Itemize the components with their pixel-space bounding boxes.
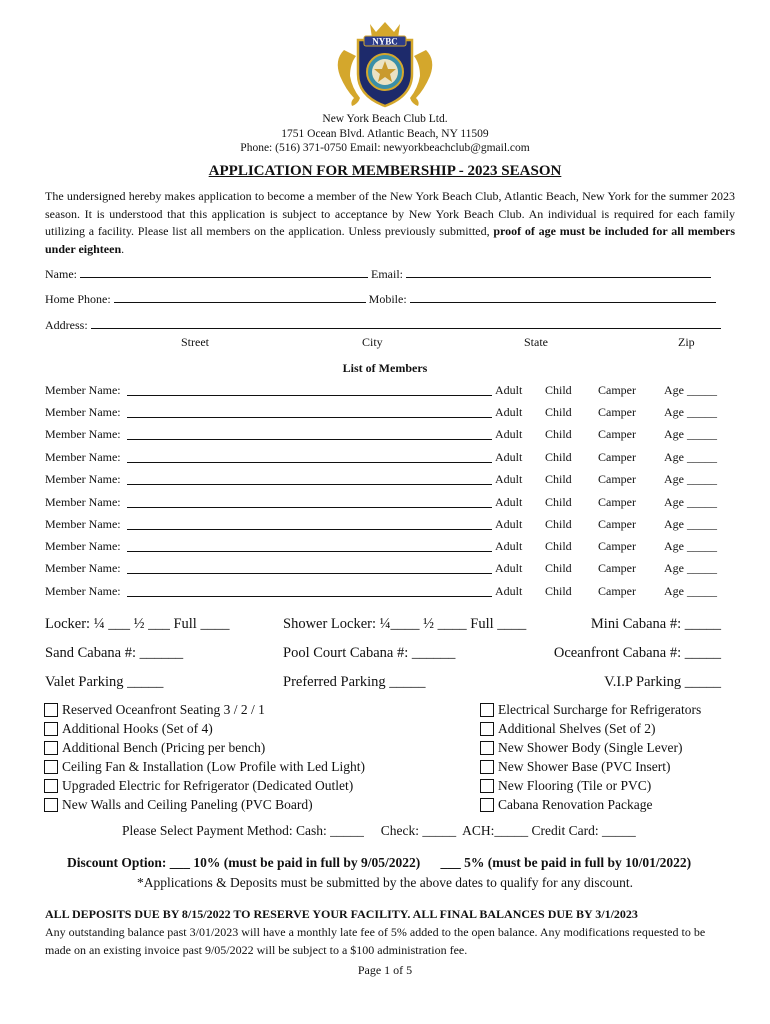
member-row <box>45 517 725 533</box>
age-field[interactable]: Age _____ <box>664 472 717 486</box>
age-field[interactable]: Age _____ <box>664 584 717 598</box>
camper-option[interactable]: Camper <box>598 427 636 441</box>
child-option[interactable]: Child <box>545 561 572 575</box>
address-row <box>45 317 725 333</box>
addon-option[interactable] <box>480 719 740 738</box>
adult-option[interactable]: Adult <box>495 539 523 553</box>
adult-option[interactable]: Adult <box>495 517 523 531</box>
child-option[interactable]: Child <box>545 383 572 397</box>
member-row <box>45 450 725 466</box>
checkbox[interactable] <box>44 779 58 793</box>
child-option[interactable]: Child <box>545 517 572 531</box>
locker-row <box>45 616 725 636</box>
member-row <box>45 405 725 421</box>
address-part-labels <box>0 335 770 351</box>
addon-option[interactable] <box>480 738 740 757</box>
intro-text: The undersigned hereby makes application to become a member of the New York Beach Club, Atlantic Beach, New York for the summer 2023 season. It is understood that this application is subject to acceptance by New York Beach Club. An individual is required for each family utilizing a facility. Please list all members on the application. Unless previously submitted, <box>45 189 735 238</box>
member-name-label: Member Name: <box>45 383 121 397</box>
checkbox[interactable] <box>44 798 58 812</box>
checkbox[interactable] <box>44 703 58 717</box>
member-name-field[interactable] <box>127 395 492 396</box>
member-name-label: Member Name: <box>45 495 121 509</box>
camper-option[interactable]: Camper <box>598 450 636 464</box>
shower-locker-option[interactable]: Shower Locker: ¼____ ½ ____ Full ____ <box>283 616 527 632</box>
member-row <box>45 383 725 399</box>
addon-label: New Shower Body (Single Lever) <box>498 739 683 755</box>
age-field[interactable]: Age _____ <box>664 517 717 531</box>
addons-left-list <box>44 700 464 814</box>
street-label: Street <box>181 335 209 349</box>
email-label: Email: <box>371 267 403 281</box>
addon-option[interactable] <box>44 738 464 757</box>
checkbox[interactable] <box>480 779 494 793</box>
intro-bold-text: proof of age must be included for all members under eighteen <box>45 224 736 256</box>
cabana-row <box>45 645 725 665</box>
discount-note: *Applications & Deposits must be submitted by the above dates to qualify for any discount. <box>136 875 634 890</box>
adult-option[interactable]: Adult <box>495 450 523 464</box>
checkbox[interactable] <box>44 741 58 755</box>
member-name-label: Member Name: <box>45 472 121 486</box>
zip-label: Zip <box>678 335 695 349</box>
child-option[interactable]: Child <box>545 472 572 486</box>
camper-option[interactable]: Camper <box>598 584 636 598</box>
age-field[interactable]: Age _____ <box>664 450 717 464</box>
oceanfront-cabana-field[interactable]: Oceanfront Cabana #: _____ <box>553 645 721 661</box>
camper-option[interactable]: Camper <box>598 561 636 575</box>
member-name-field[interactable] <box>127 573 492 574</box>
addon-option[interactable] <box>44 700 464 719</box>
checkbox[interactable] <box>44 722 58 736</box>
child-option[interactable]: Child <box>545 427 572 441</box>
address-field[interactable] <box>91 317 721 329</box>
member-row <box>45 539 725 555</box>
member-name-field[interactable] <box>127 551 492 552</box>
name-label: Name: <box>45 267 77 281</box>
page-number: Page 1 of 5 <box>357 963 413 977</box>
age-field[interactable]: Age _____ <box>664 427 717 441</box>
addon-label: New Flooring (Tile or PVC) <box>498 777 652 793</box>
sand-cabana-field[interactable]: Sand Cabana #: ______ <box>45 645 184 661</box>
checkbox[interactable] <box>480 760 494 774</box>
club-logo <box>330 20 440 110</box>
adult-option[interactable]: Adult <box>495 472 523 486</box>
members-heading: List of Members <box>342 361 428 375</box>
member-name-field[interactable] <box>127 529 492 530</box>
addon-label: Additional Shelves (Set of 2) <box>498 720 656 736</box>
addon-option[interactable] <box>480 700 740 719</box>
deposit-deadline-heading: ALL DEPOSITS DUE BY 8/15/2022 TO RESERVE YOUR FACILITY. ALL FINAL BALANCES DUE BY 3/1/2023 <box>45 907 638 921</box>
age-field[interactable]: Age _____ <box>664 539 717 553</box>
age-field[interactable]: Age _____ <box>664 561 717 575</box>
adult-option[interactable]: Adult <box>495 405 523 419</box>
mobile-label: Mobile: <box>368 292 407 306</box>
member-name-field[interactable] <box>127 439 492 440</box>
addon-label: Reserved Oceanfront Seating 3 / 2 / 1 <box>62 701 265 717</box>
member-name-label: Member Name: <box>45 561 121 575</box>
checkbox[interactable] <box>480 703 494 717</box>
member-name-label: Member Name: <box>45 427 121 441</box>
addon-label: Upgraded Electric for Refrigerator (Dedicated Outlet) <box>62 777 354 793</box>
name-field[interactable] <box>80 266 368 278</box>
addon-label: Additional Hooks (Set of 4) <box>62 720 213 736</box>
age-field[interactable]: Age _____ <box>664 383 717 397</box>
member-name-field[interactable] <box>127 507 492 508</box>
home-phone-field[interactable] <box>114 291 366 303</box>
member-name-label: Member Name: <box>45 584 121 598</box>
adult-option[interactable]: Adult <box>495 427 523 441</box>
preferred-parking-field[interactable]: Preferred Parking _____ <box>283 674 426 690</box>
addon-option[interactable] <box>44 776 464 795</box>
child-option[interactable]: Child <box>545 584 572 598</box>
city-label: City <box>362 335 383 349</box>
camper-option[interactable]: Camper <box>598 405 636 419</box>
discount-option-row[interactable]: Discount Option: ___ 10% (must be paid in full by 9/05/2022) ___ 5% (must be paid in full by 10/01/2022) <box>67 855 692 870</box>
member-row <box>45 472 725 488</box>
member-row <box>45 584 725 600</box>
member-name-field[interactable] <box>127 417 492 418</box>
addon-option[interactable] <box>44 757 464 776</box>
member-row <box>45 561 725 577</box>
locker-option[interactable]: Locker: ¼ ___ ½ ___ Full ____ <box>45 616 230 632</box>
camper-option[interactable]: Camper <box>598 472 636 486</box>
email-field[interactable] <box>406 266 711 278</box>
parking-row <box>45 674 725 694</box>
member-name-label: Member Name: <box>45 405 121 419</box>
addon-option[interactable] <box>44 719 464 738</box>
addon-option[interactable] <box>480 795 740 814</box>
checkbox[interactable] <box>480 741 494 755</box>
page-title: APPLICATION FOR MEMBERSHIP - 2023 SEASON <box>208 163 562 179</box>
home-phone-label: Home Phone: <box>45 292 111 306</box>
club-address-block <box>0 112 770 156</box>
addon-option[interactable] <box>44 795 464 814</box>
member-name-label: Member Name: <box>45 517 121 531</box>
checkbox[interactable] <box>480 722 494 736</box>
logo-text: NYBC <box>372 36 398 47</box>
state-label: State <box>524 335 548 349</box>
child-option[interactable]: Child <box>545 539 572 553</box>
adult-option[interactable]: Adult <box>495 561 523 575</box>
camper-option[interactable]: Camper <box>598 539 636 553</box>
checkbox[interactable] <box>480 798 494 812</box>
addon-label: New Walls and Ceiling Paneling (PVC Board) <box>62 796 313 812</box>
camper-option[interactable]: Camper <box>598 517 636 531</box>
member-name-label: Member Name: <box>45 450 121 464</box>
camper-option[interactable]: Camper <box>598 495 636 509</box>
adult-option[interactable]: Adult <box>495 495 523 509</box>
club-address: 1751 Ocean Blvd. Atlantic Beach, NY 11509 <box>281 127 489 140</box>
member-name-field[interactable] <box>127 484 492 485</box>
adult-option[interactable]: Adult <box>495 383 523 397</box>
intro-end: . <box>121 241 125 256</box>
member-name-field[interactable] <box>127 462 492 463</box>
addon-label: Additional Bench (Pricing per bench) <box>62 739 266 755</box>
child-option[interactable]: Child <box>545 405 572 419</box>
adult-option[interactable]: Adult <box>495 584 523 598</box>
member-row <box>45 495 725 511</box>
club-contact: Phone: (516) 371-0750 Email: newyorkbeachclub@gmail.com <box>240 142 530 154</box>
payment-method-row[interactable]: Please Select Payment Method: Cash: _____ Check: _____ ACH:_____ Credit Card: _____ <box>122 823 636 838</box>
addon-option[interactable] <box>480 776 740 795</box>
child-option[interactable]: Child <box>545 450 572 464</box>
mobile-field[interactable] <box>410 291 716 303</box>
valet-parking-field[interactable]: Valet Parking _____ <box>45 674 164 690</box>
name-email-row <box>45 266 725 282</box>
club-name: New York Beach Club Ltd. <box>322 113 448 125</box>
checkbox[interactable] <box>44 760 58 774</box>
member-name-field[interactable] <box>127 596 492 597</box>
member-row <box>45 427 725 443</box>
vip-parking-field[interactable]: V.I.P Parking _____ <box>604 674 721 690</box>
pool-court-cabana-field[interactable]: Pool Court Cabana #: ______ <box>283 645 456 661</box>
addon-label: Ceiling Fan & Installation (Low Profile with Led Light) <box>62 758 365 774</box>
addon-label: New Shower Base (PVC Insert) <box>498 758 671 774</box>
addon-label: Electrical Surcharge for Refrigerators <box>498 701 702 717</box>
child-option[interactable]: Child <box>545 495 572 509</box>
addon-option[interactable] <box>480 757 740 776</box>
late-fee-text: Any outstanding balance past 3/01/2023 will have a monthly late fee of 5% added to the open balance. Any modifications requested to be made on an existing invoice past 9/05/2022 will be subject to a $100 administration fee. <box>45 925 706 957</box>
age-field[interactable]: Age _____ <box>664 405 717 419</box>
member-name-label: Member Name: <box>45 539 121 553</box>
mini-cabana-field[interactable]: Mini Cabana #: _____ <box>590 616 721 632</box>
address-label: Address: <box>45 318 88 332</box>
camper-option[interactable]: Camper <box>598 383 636 397</box>
phone-row <box>45 291 725 307</box>
addons-right-list <box>480 700 740 814</box>
addon-label: Cabana Renovation Package <box>498 796 653 812</box>
intro-paragraph <box>45 188 735 258</box>
age-field[interactable]: Age _____ <box>664 495 717 509</box>
